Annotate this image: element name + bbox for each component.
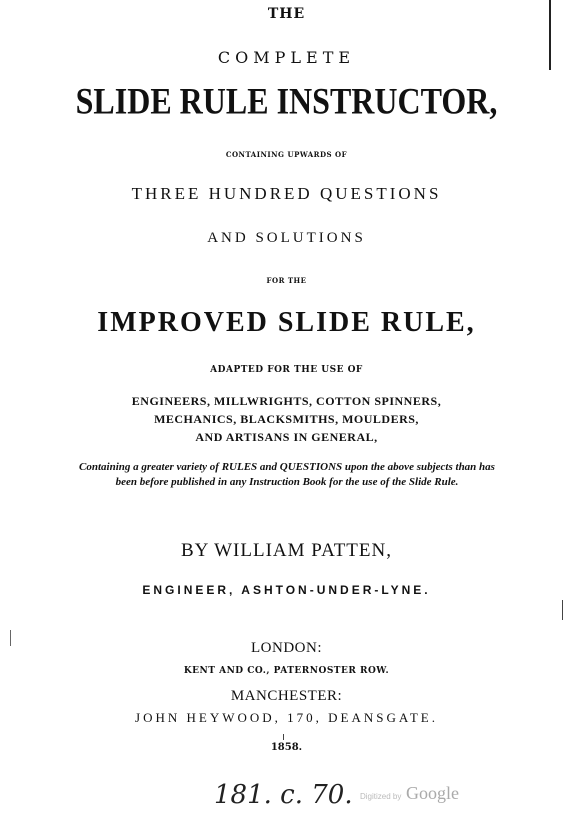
containing-line: CONTAINING UPWARDS OF — [225, 150, 348, 159]
occupations-line-3: AND ARTISANS IN GENERAL, — [195, 430, 378, 444]
divider-mark — [283, 734, 284, 740]
london-publisher: KENT AND CO., PATERNOSTER ROW. — [183, 666, 390, 676]
main-title: SLIDE RULE INSTRUCTOR, — [75, 80, 498, 122]
scan-edge-mark — [562, 600, 563, 620]
author-title: ENGINEER, ASHTON-UNDER-LYNE. — [142, 583, 431, 597]
occupations-line-1: ENGINEERS, MILLWRIGHTS, COTTON SPINNERS, — [131, 394, 442, 408]
adapted-line: ADAPTED FOR THE USE OF — [210, 365, 363, 375]
manchester-publisher: JOHN HEYWOOD, 170, DEANSGATE. — [135, 710, 438, 725]
title-the: THE — [267, 6, 306, 22]
for-the-line: FOR THE — [266, 276, 307, 285]
manchester-imprint: MANCHESTER: — [230, 688, 343, 704]
title-complete: COMPLETE — [217, 48, 356, 67]
and-solutions-line: AND SOLUTIONS — [207, 230, 366, 246]
google-watermark: Google — [406, 783, 459, 803]
handwritten-shelfmark: 181. c. 70. — [214, 780, 353, 810]
author-line: BY WILLIAM PATTEN, — [181, 540, 392, 561]
publication-year: 1858. — [270, 742, 303, 753]
occupations-line-2: MECHANICS, BLACKSMITHS, MOULDERS, — [154, 412, 419, 426]
london-imprint: LONDON: — [251, 640, 322, 656]
description-paragraph: Containing a greater variety of RULES and QUESTIONS upon the above subjects than has been before published in any Instruction Book for the use of the Slide Rule. — [79, 461, 495, 488]
three-hundred-line: THREE HUNDRED QUESTIONS — [131, 184, 442, 203]
digitized-by-label: Digitized by — [360, 792, 402, 801]
improved-title: IMPROVED SLIDE RULE, — [97, 307, 476, 338]
